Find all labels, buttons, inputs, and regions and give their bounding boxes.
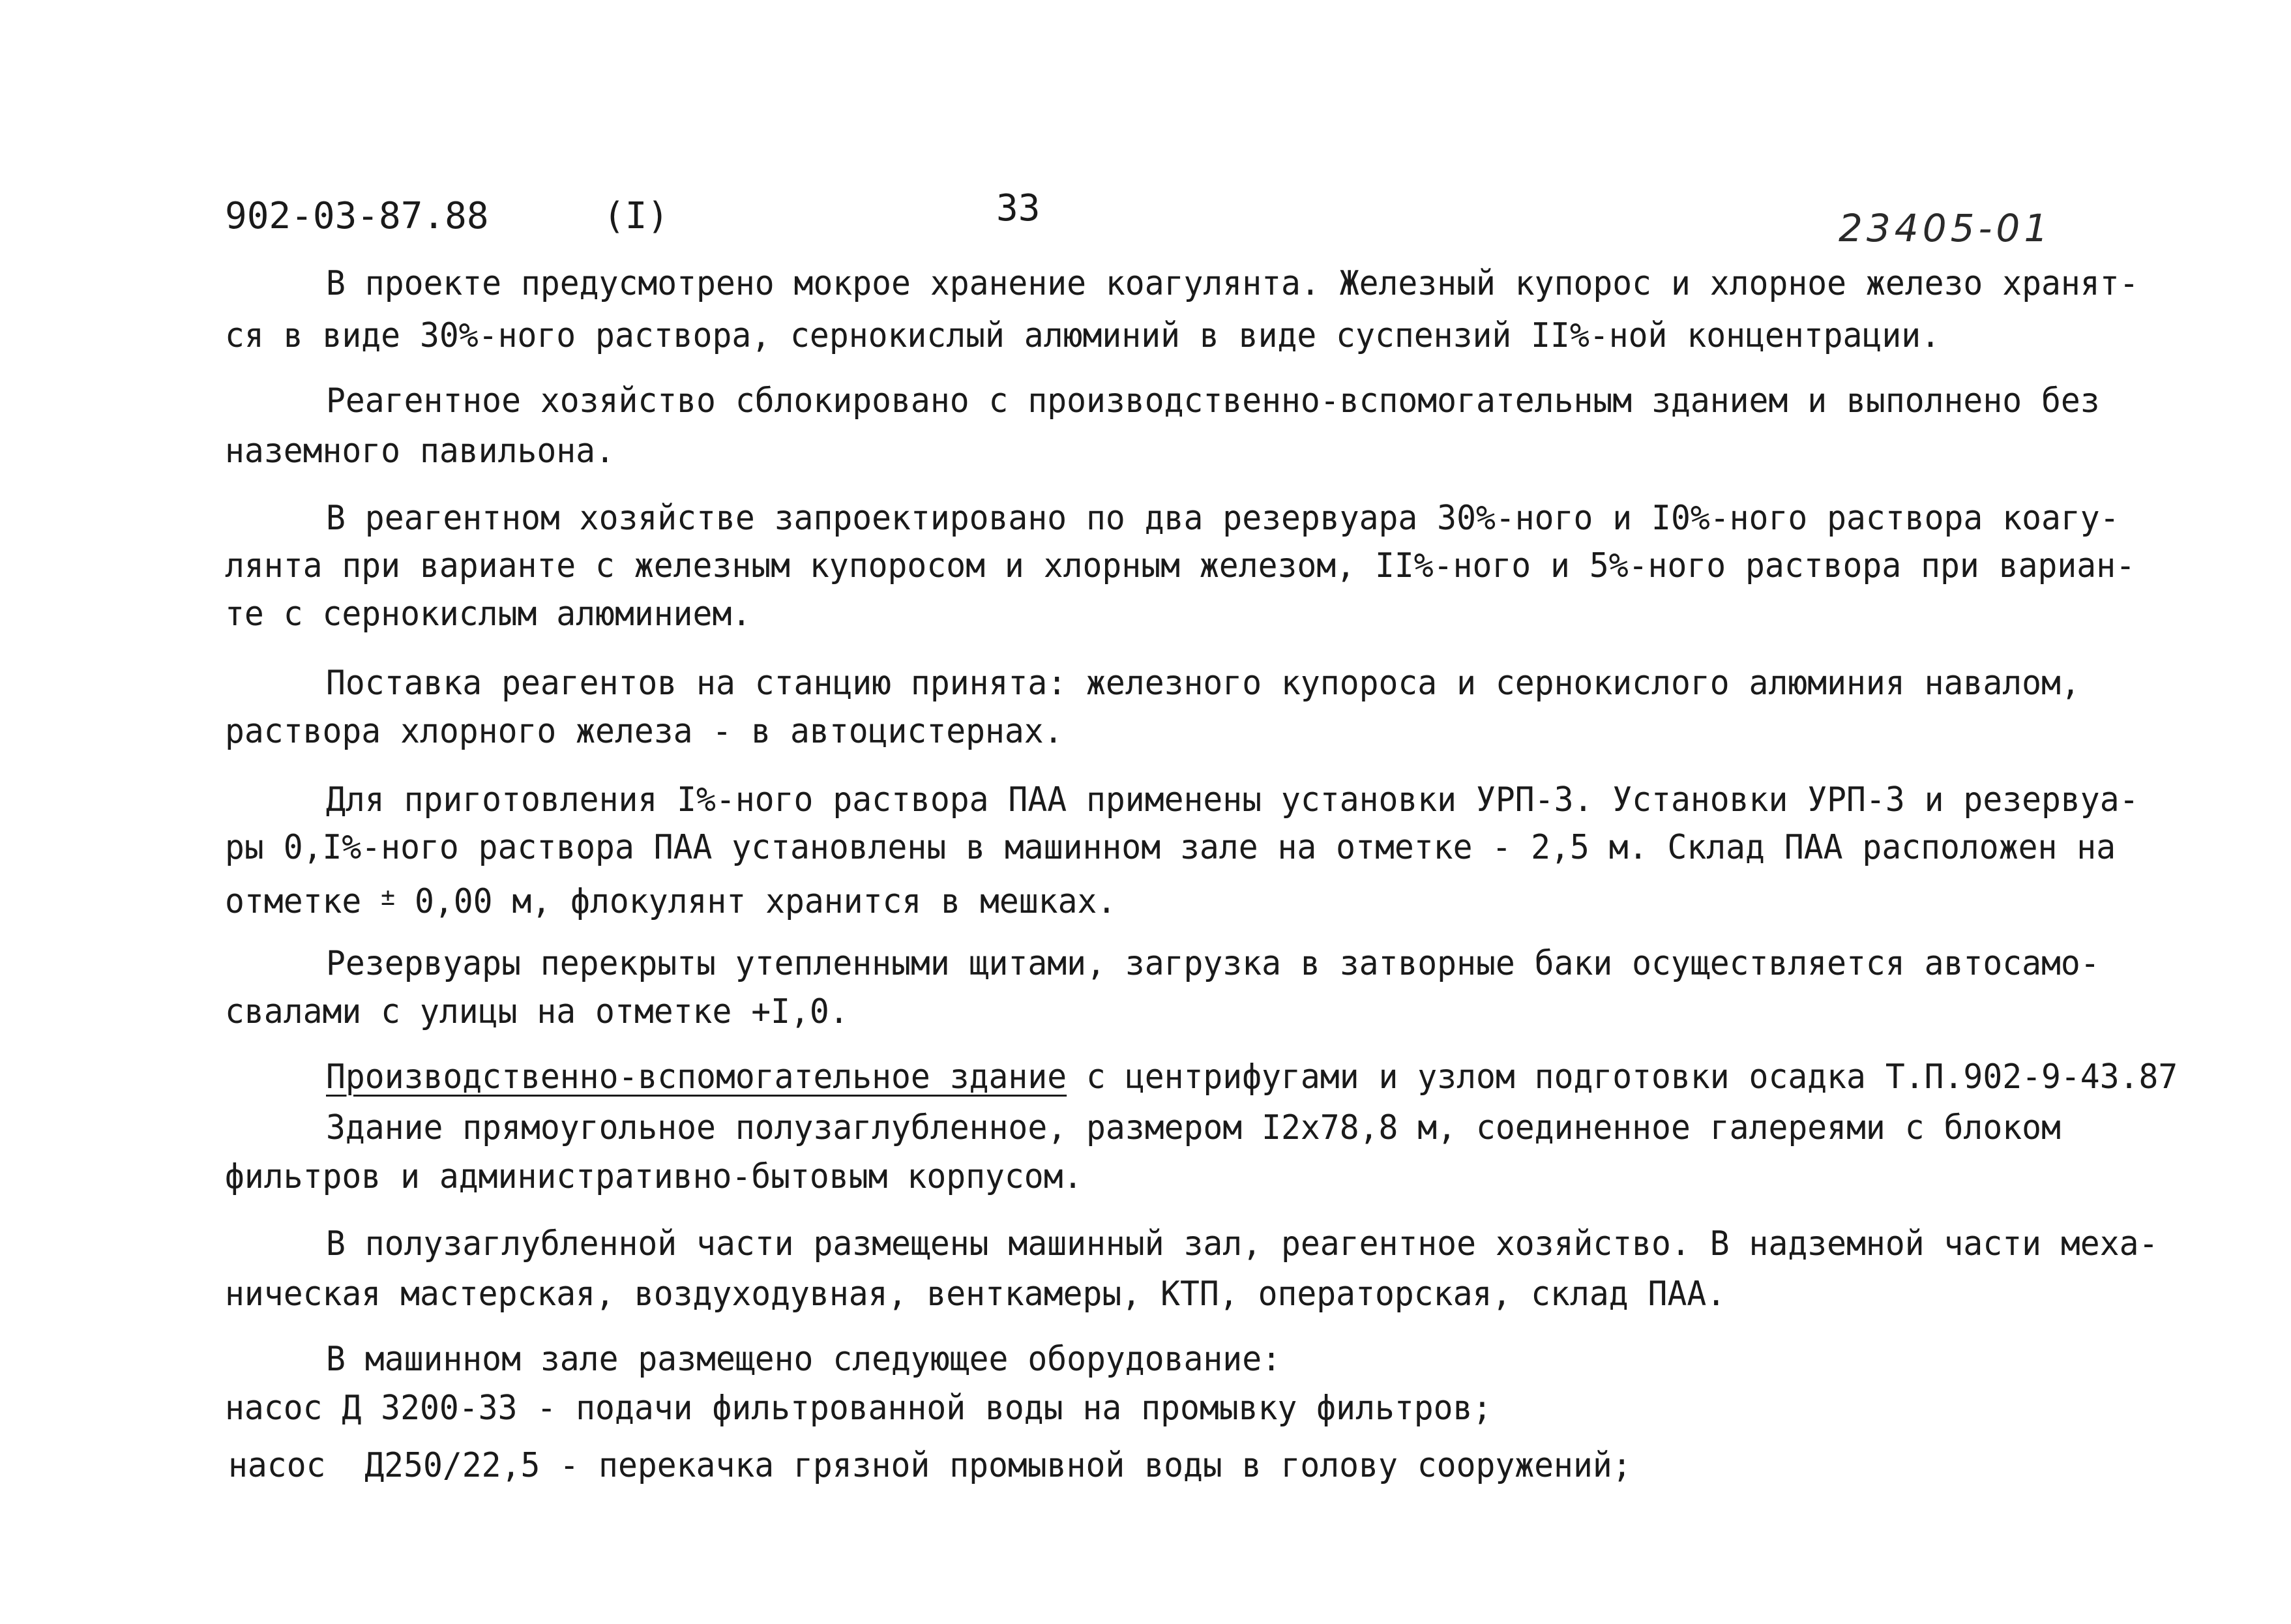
body-line: Для приготовления I%-ного раствора ПАА применены установки УРП-3. Установки УРП-3 и резервуа- xyxy=(326,780,2139,819)
part-number: (I) xyxy=(603,195,670,237)
body-line: фильтров и административно-бытовым корпусом. xyxy=(225,1157,1083,1196)
body-line: насос Д250/22,5 - перекачка грязной промывной воды в голову сооружений; xyxy=(228,1446,1632,1485)
body-line-part: 0,00 м, флокулянт хранится в мешках. xyxy=(395,882,1117,921)
body-line: свалами с улицы на отметке +I,0. xyxy=(225,992,849,1031)
body-line: Здание прямоугольное полузаглубленное, размером I2х78,8 м, соединенное галереями с блоком xyxy=(326,1108,2061,1147)
body-line: ническая мастерская, воздуходувная, венткамеры, КТП, операторская, склад ПАА. xyxy=(225,1275,1726,1314)
document-code: 902-03-87.88 xyxy=(225,195,489,237)
body-line: лянта при варианте с железным купоросом и хлорным железом, II%-ного и 5%-ного раствора при вариан- xyxy=(225,546,2135,585)
body-line: те с сернокислым алюминием. xyxy=(225,595,752,634)
body-line: ры 0,I%-ного раствора ПАА установлены в машинном зале на отметке - 2,5 м. Склад ПАА расположен на xyxy=(225,828,2116,867)
body-line: В полузаглубленной части размещены машинный зал, реагентное хозяйство. В надземной части меха- xyxy=(326,1224,2159,1263)
body-line: Реагентное хозяйство сблокировано с производственно-вспомогательным зданием и выполнено без xyxy=(326,381,2100,421)
body-line: В проекте предусмотрено мокрое хранение коагулянта. Железный купорос и хлорное железо хранят- xyxy=(326,264,2139,303)
body-line-part: отметке xyxy=(225,882,381,921)
body-line: раствора хлорного железа - в автоцистернах. xyxy=(225,712,1063,751)
section-heading: Производственно-вспомогательное здание xyxy=(326,1057,1067,1097)
page-number: 33 xyxy=(996,187,1041,229)
body-line: Поставка реагентов на станцию принята: железного купороса и сернокислого алюминия навалом, xyxy=(326,664,2080,703)
body-line: наземного павильона. xyxy=(225,432,615,471)
body-line: ся в виде 30%-ного раствора, сернокислый алюминий в виде суспензий II%-ной концентрации. xyxy=(225,316,1941,355)
body-line: насос Д 3200-33 - подачи фильтрованной воды на промывку фильтров; xyxy=(225,1389,1492,1428)
body-line xyxy=(326,1057,2178,1097)
body-line-part: с центрифугами и узлом подготовки осадка Т.П.902-9-43.87 xyxy=(1067,1057,2178,1097)
body-line: Резервуары перекрыты утепленными щитами, загрузка в затворные баки осуществляется автосамо- xyxy=(326,944,2100,983)
handwritten-inventory-number: 23405-01 xyxy=(1839,206,2052,250)
body-line xyxy=(225,877,1116,921)
body-line: В реагентном хозяйстве запроектировано по два резервуара 30%-ного и I0%-ного раствора коагу- xyxy=(326,499,2120,538)
plus-minus-sign: ± xyxy=(381,882,396,911)
body-line: В машинном зале размещено следующее оборудование: xyxy=(326,1340,1281,1379)
